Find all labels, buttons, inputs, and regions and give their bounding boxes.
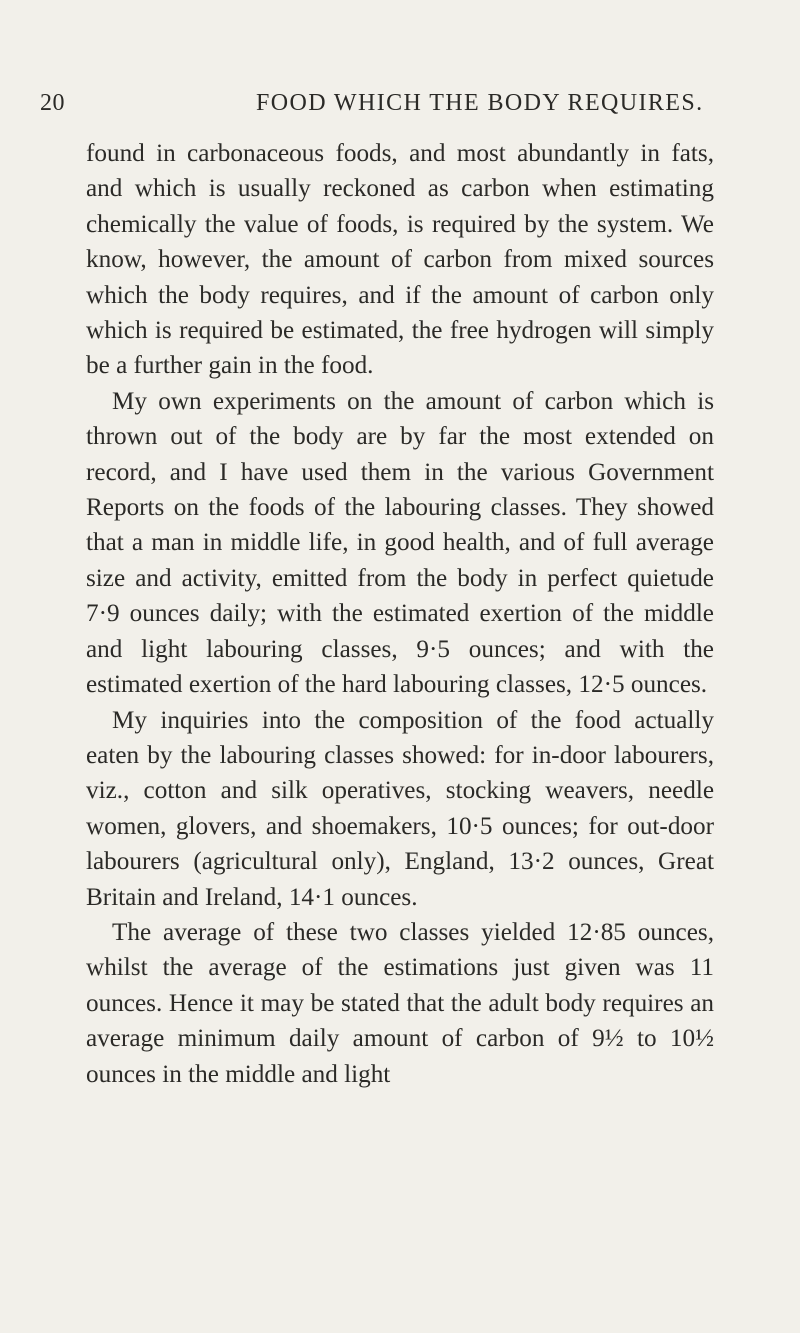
body-text xyxy=(86,136,714,1092)
paragraph-1: found in carbonaceous foods, and most abundantly in fats, and which is usually reckoned as carbon when estimating chemically the value of foods, is required by the system. We know, however, the amount of carbon from mixed sources which the body requires, and if the amount of carbon only which is required be estimated, the free hydrogen will simply be a further gain in the food. xyxy=(86,140,714,380)
running-title: FOOD WHICH THE BODY REQUIRES. xyxy=(256,90,704,116)
paragraph-4: The average of these two classes yielded 12·85 ounces, whilst the average of the estimations just given was 11 ounces. Hence it may be stated that the adult body requires an average minimum daily amount of carbon of 9½ to 10½ ounces in the middle and light xyxy=(86,918,714,1088)
paragraph-3: My inquiries into the composition of the food actually eaten by the labouring classes showed: for in-door labourers, viz., cotton and silk operatives, stocking weavers, needle women, glovers, and shoemakers, 10·5 ounces; for out-door labourers (agricultural only), England, 13·2 ounces, Great Britain and Ireland, 14·1 ounces. xyxy=(86,706,714,911)
running-head xyxy=(40,88,710,118)
paragraph-2: My own experiments on the amount of carbon which is thrown out of the body are by far the most extended on record, and I have used them in the various Government Reports on the foods of the labouring classes. They showed that a man in middle life, in good health, and of full average size and activity, emitted from the body in perfect quietude 7·9 ounces daily; with the estimated exertion of the middle and light labouring classes, 9·5 ounces; and with the estimated exertion of the hard labouring classes, 12·5 ounces. xyxy=(86,387,714,699)
page-number: 20 xyxy=(40,90,65,116)
